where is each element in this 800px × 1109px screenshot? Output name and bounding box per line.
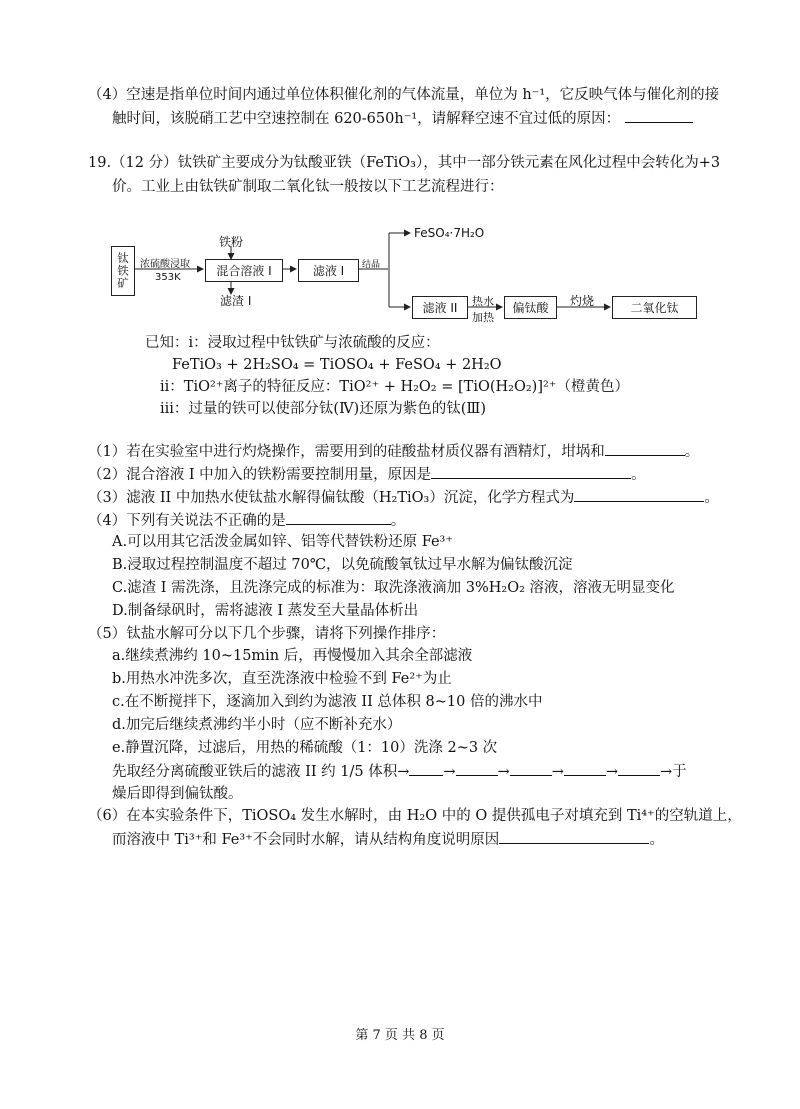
- answer-blank[interactable]: [510, 761, 552, 776]
- step-e: e.静置沉降，过滤后，用热的稀硫酸（1：10）洗涤 2~3 次: [112, 740, 498, 756]
- answer-blank[interactable]: [431, 464, 631, 479]
- question-1: （1）若在实验室中进行灼烧操作，需要用到的硅酸盐材质仪器有酒精灯，坩埚和 。: [88, 441, 699, 462]
- question-3: （3）滤液 II 中加热水使钛盐水解得偏钛酸（H₂TiO₃）沉淀，化学方程式为 。: [88, 487, 719, 508]
- flow-box-filtrate1: 滤液 I: [298, 259, 359, 282]
- prev-q4-line1: （4）空速是指单位时间内通过单位体积催化剂的气体流量，单位为 h⁻¹，它反映气体与催化剂的接: [88, 87, 720, 103]
- q19-line2: 价。工业上由钛铁矿制取二氧化钛一般按以下工艺流程进行：: [112, 179, 504, 195]
- flow-label-crystal: 结晶: [362, 260, 381, 270]
- answer-blank[interactable]: [574, 487, 704, 502]
- prev-q4-line2: 触时间，该脱硝工艺中空速控制在 620-650h⁻¹，请解释空速不宜过低的原因：: [112, 108, 693, 129]
- question-6-line2: 而溶液中 Ti³⁺和 Fe³⁺不会同时水解，请从结构角度说明原因 。: [112, 829, 664, 850]
- flow-box-raw-ore: 钛铁矿: [111, 246, 135, 296]
- question-5: （5）钛盐水解可分以下几个步骤，请将下列操作排序：: [88, 626, 446, 642]
- flow-box-mix1: 混合溶液 I: [205, 259, 283, 282]
- question-2: （2）混合溶液 I 中加入的铁粉需要控制用量，原因是 。: [88, 464, 646, 485]
- known-i-label: 已知：ⅰ：浸取过程中钛铁矿与浓硫酸的反应：: [145, 335, 440, 351]
- step-b: b.用热水冲洗多次，直至洗涤液中检验不到 Fe²⁺为止: [112, 671, 452, 687]
- question-6-line1: （6）在本实验条件下，TiOSO₄ 发生水解时，由 H₂O 中的 O 提供孤电子对填充到 Ti⁴⁺的空轨道上，: [88, 808, 742, 824]
- step-d: d.加完后继续煮沸约半小时（应不断补充水）: [112, 717, 402, 733]
- step-a: a.继续煮沸约 10~15min 后，再慢慢加入其余全部滤液: [112, 648, 473, 664]
- flow-label-residue1: 滤渣 I: [220, 294, 252, 308]
- flow-label-leach: 浓硫酸浸取: [140, 259, 190, 270]
- flow-label-product1: FeSO₄·7H₂O: [414, 226, 485, 240]
- page-footer: 第 7 页 共 8 页: [355, 1028, 445, 1043]
- answer-blank[interactable]: [286, 510, 391, 525]
- option-B: B.浸取过程控制温度不超过 70℃，以免硫酸氧钛过早水解为偏钛酸沉淀: [112, 557, 573, 573]
- flow-label-iron-powder: 铁粉: [219, 235, 244, 249]
- option-C: C.滤渣 I 需洗涤，且洗涤完成的标准为：取洗涤液滴加 3%H₂O₂ 溶液，溶液无明显变化: [112, 580, 675, 596]
- known-i-equation: FeTiO₃ + 2H₂SO₄ = TiOSO₄ + FeSO₄ + 2H₂O: [172, 357, 502, 373]
- sequence-tail: 燥后即得到偏钛酸。: [112, 786, 243, 802]
- flow-label-temp: 353K: [155, 272, 181, 283]
- flow-box-metatitanic: 偏钛酸: [504, 296, 557, 319]
- known-ii: ⅱ：TiO²⁺离子的特征反应：TiO²⁺ + H₂O₂ = [TiO(H₂O₂)]²⁺（橙黄色）: [160, 379, 629, 395]
- flow-box-filtrate2: 滤液 II: [412, 296, 468, 319]
- sequence-line: 先取经分离硫酸亚铁后的滤液 II 约 1/5 体积→ → → → → →于: [112, 761, 687, 782]
- answer-blank[interactable]: [499, 829, 649, 844]
- q19-line1: 19.（12 分）钛铁矿主要成分为钛酸亚铁（FeTiO₃），其中一部分铁元素在风化过程中会转化为+3: [88, 155, 721, 171]
- answer-blank[interactable]: [564, 761, 606, 776]
- answer-blank[interactable]: [618, 761, 660, 776]
- flow-label-calcine: 灼烧: [570, 294, 595, 308]
- flow-box-tio2: 二氧化钛: [612, 296, 697, 319]
- option-D: D.制备绿矾时，需将滤液 I 蒸发至大量晶体析出: [112, 603, 419, 619]
- known-iii: ⅲ：过量的铁可以使部分钛(Ⅳ)还原为紫色的钛(Ⅲ): [160, 401, 487, 417]
- answer-blank[interactable]: [409, 761, 443, 776]
- step-c: c.在不断搅拌下，逐滴加入到约为滤液 II 总体积 8~10 倍的沸水中: [112, 694, 543, 710]
- question-4: （4）下列有关说法不正确的是 。: [88, 510, 405, 531]
- answer-blank[interactable]: [456, 761, 498, 776]
- option-A: A.可以用其它活泼金属如锌、铝等代替铁粉还原 Fe³⁺: [112, 534, 454, 550]
- answer-blank[interactable]: [605, 441, 685, 456]
- flow-label-heat: 加热: [472, 311, 494, 324]
- flow-label-hot-water: 热水: [472, 295, 494, 308]
